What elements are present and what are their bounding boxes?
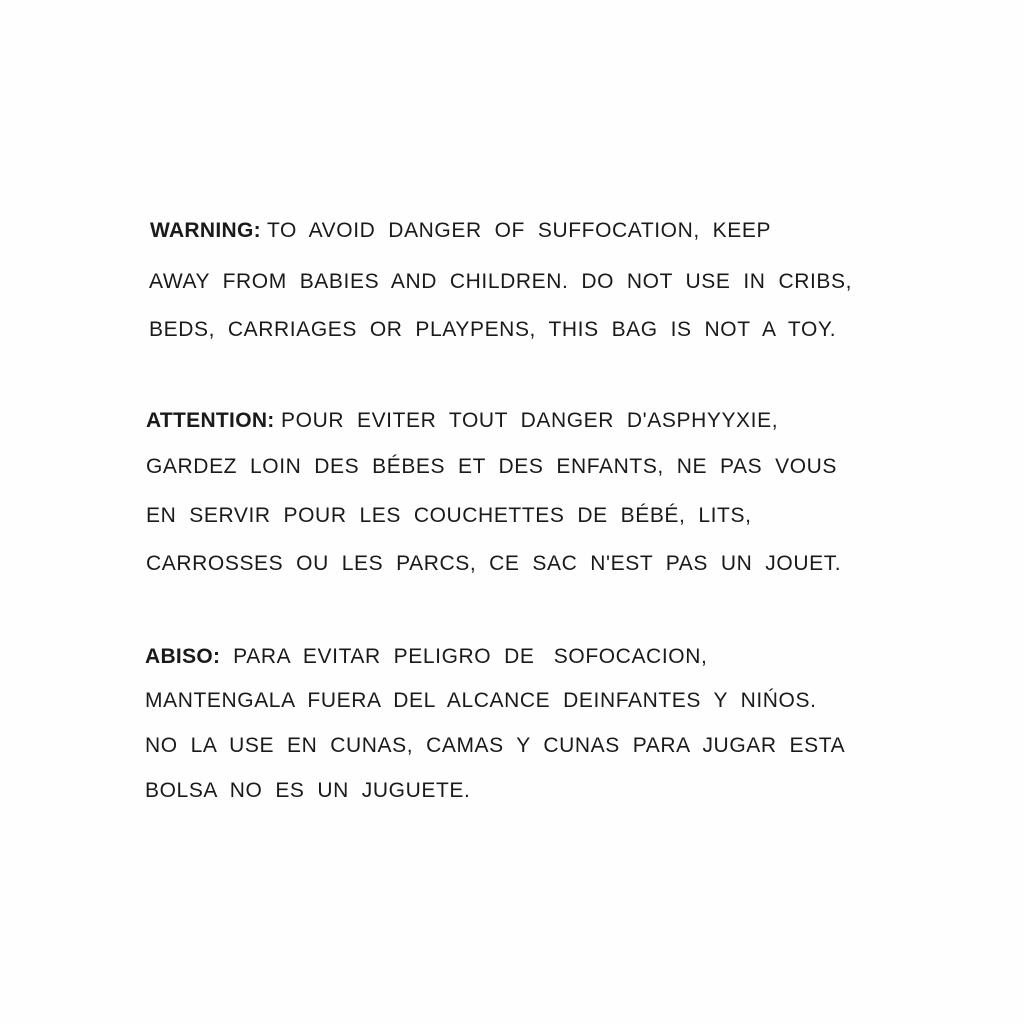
warning-es-heading: ABISO: [145,645,221,668]
warning-es-line-3: NO LA USE EN CUNAS, CAMAS Y CUNAS PARA JUGAR ESTA [145,734,846,757]
warning-es-line-4: BOLSA NO ES UN JUGUETE. [145,779,471,802]
warning-es-line-1 [145,645,707,669]
warning-fr-line-2: GARDEZ LOIN DES BÉBES ET DES ENFANTS, NE PAS VOUS [146,455,838,478]
warning-en-text-1: TO AVOID DANGER OF SUFFOCATION, KEEP [260,219,772,242]
warning-fr-line-4: CARROSSES OU LES PARCS, CE SAC N'EST PAS UN JOUET. [146,552,842,575]
warning-fr-line-1 [146,409,778,433]
warning-en-line-1 [150,219,771,243]
warning-es-line-2: MANTENGALA FUERA DEL ALCANCE DEINFANTES Y NIŃOS. [145,689,817,712]
warning-en-heading: WARNING: [150,219,261,242]
warning-fr-heading: ATTENTION: [146,409,275,432]
warning-en-line-2: AWAY FROM BABIES AND CHILDREN. DO NOT USE IN CRIBS, [149,270,853,293]
warning-en-line-3: BEDS, CARRIAGES OR PLAYPENS, THIS BAG IS NOT A TOY. [149,318,837,341]
warning-fr-line-3: EN SERVIR POUR LES COUCHETTES DE BÉBÉ, LITS, [146,504,752,527]
warning-fr-text-1: POUR EVITER TOUT DANGER D'ASPHYYXIE, [274,409,779,432]
warning-es-text-1: PARA EVITAR PELIGRO DE SOFOCACION, [220,645,708,668]
